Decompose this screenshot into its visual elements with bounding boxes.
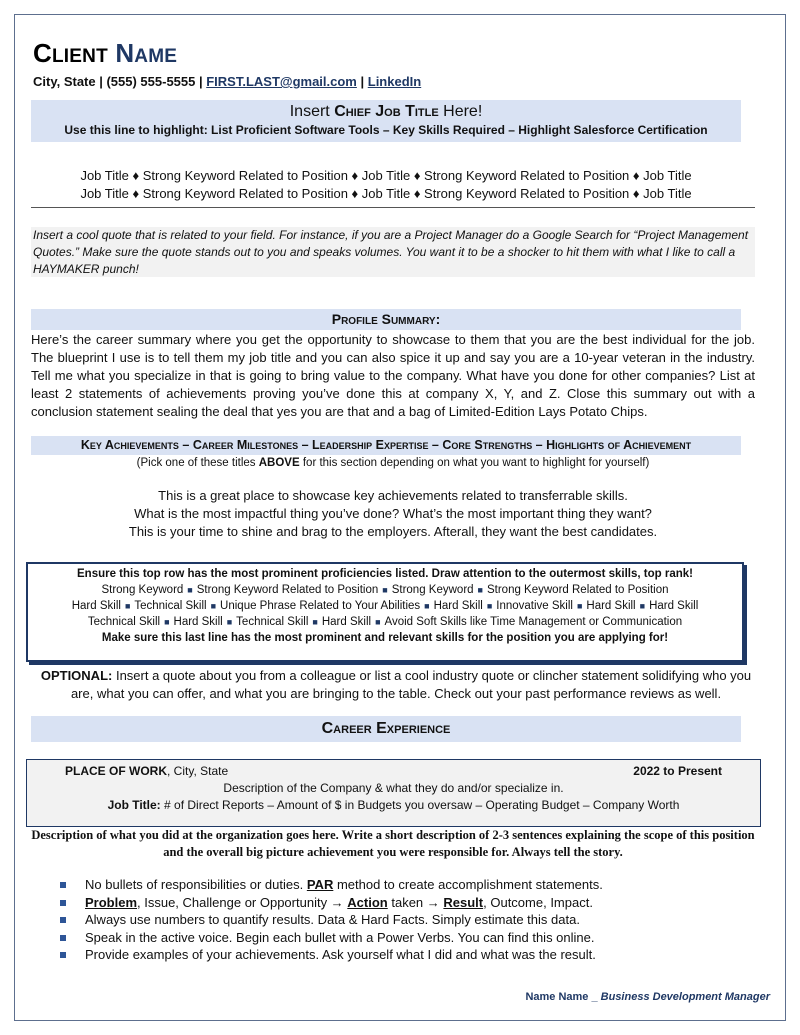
client-name xyxy=(33,38,177,69)
square-bullet-icon: ■ xyxy=(576,601,583,611)
square-bullet-icon: ■ xyxy=(164,617,170,627)
skills-row-3 xyxy=(28,614,742,630)
skill-item: Hard Skill xyxy=(71,600,121,612)
keyword-line-2: Job Title ♦ Strong Keyword Related to Position ♦ Job Title ♦ Strong Keyword Related to Position ♦ Job Title xyxy=(80,186,692,201)
achievements-note: (Pick one of these titles ABOVE for this section depending on what you want to highlight for yourself) xyxy=(136,457,650,469)
list-item: Problem, Issue, Challenge or Opportunity → Action taken → Result, Outcome, Impact. xyxy=(60,894,750,912)
skill-item: Strong Keyword xyxy=(101,584,184,596)
footer-name: Name Name _ xyxy=(525,991,601,1003)
job-title-details: Job Title: # of Direct Reports – Amount of $ in Budgets you oversaw – Operating Budget – Company Worth xyxy=(107,798,680,812)
list-item: Provide examples of your achievements. Ask yourself what I did and what was the result. xyxy=(60,946,750,964)
skill-item: Innovative Skill xyxy=(496,600,573,612)
square-bullet-icon xyxy=(60,882,66,888)
contact-separator: | xyxy=(356,74,368,89)
optional-text: Insert a quote about you from a colleague or list a cool industry quote or clincher statement solidifying who you are, what you can offer, and what you are bringing to the table. Check out your past performance reviews as well. xyxy=(70,668,752,701)
skill-item: Strong Keyword Related to Position xyxy=(196,584,379,596)
skill-item: Hard Skill xyxy=(433,600,483,612)
square-bullet-icon: ■ xyxy=(187,585,193,595)
square-bullet-icon xyxy=(60,900,66,906)
footer-title: Business Development Manager xyxy=(600,991,770,1003)
skill-item: Technical Skill xyxy=(87,616,161,628)
quote-block: Insert a cool quote that is related to your field. For instance, if you are a Project Manager do a Google Search for “Project Management Quotes.” Make sure the quote stands out to you and speaks volumes. You want it to be a shocker to hit them with what I like to call a HAYMAKER punch! xyxy=(31,227,755,277)
skills-bottom-line: Make sure this last line has the most prominent and relevant skills for the position you are applying for! xyxy=(101,632,669,644)
name-first-rest: LIENT xyxy=(51,46,108,67)
achievements-heading: Key Achievements – Career Milestones – Leadership Expertise – Core Strengths – Highlights of Achievement xyxy=(31,436,741,455)
skill-item: Technical Skill xyxy=(134,600,207,612)
list-item: Always use numbers to quantify results. Data & Hard Facts. Simply estimate this data. xyxy=(60,911,750,929)
square-bullet-icon xyxy=(60,917,66,923)
showcase-line: What is the most impactful thing you’ve done? What’s the most important thing they want? xyxy=(134,506,652,521)
role-description: Description of what you did at the organization goes here. Write a short description of 2-3 sentences explaining the scope of this position and the overall big picture achievement you were responsible for. Always tell the story. xyxy=(31,828,755,859)
name-last: NAME xyxy=(115,38,178,68)
email-link[interactable]: FIRST.LAST@gmail.com xyxy=(206,74,357,89)
square-bullet-icon: ■ xyxy=(424,601,430,611)
square-bullet-icon xyxy=(60,935,66,941)
divider xyxy=(31,207,755,208)
company-description: Description of the Company & what they do and/or specialize in. xyxy=(223,781,564,795)
skills-row-1 xyxy=(28,582,742,598)
job-dates: 2022 to Present xyxy=(633,764,722,778)
place-of-work: PLACE OF WORK, City, State xyxy=(65,764,229,778)
title-band xyxy=(31,100,741,142)
showcase-line: This is a great place to showcase key achievements related to transferrable skills. xyxy=(158,488,628,503)
skill-item: Strong Keyword Related to Position xyxy=(486,584,669,596)
profile-heading: Profile Summary: xyxy=(31,309,741,330)
experience-heading: Career Experience xyxy=(31,716,741,742)
linkedin-link[interactable]: LinkedIn xyxy=(367,74,422,89)
square-bullet-icon xyxy=(60,952,66,958)
chief-job-title: Chief Job Title xyxy=(334,103,439,120)
skill-item: Hard Skill xyxy=(173,616,223,628)
square-bullet-icon: ■ xyxy=(477,585,483,595)
achievements-showcase xyxy=(31,487,755,541)
square-bullet-icon: ■ xyxy=(210,601,217,611)
square-bullet-icon: ■ xyxy=(124,601,131,611)
list-item: No bullets of responsibilities or duties. PAR method to create accomplishment statements. xyxy=(60,876,750,894)
skill-item: Strong Keyword xyxy=(391,584,474,596)
square-bullet-icon: ■ xyxy=(226,617,233,627)
location-phone: City, State | (555) 555-5555 | xyxy=(33,74,207,89)
optional-block xyxy=(40,667,752,703)
skill-item: Avoid Soft Skills like Time Management or Communication xyxy=(384,616,683,628)
skills-top-line: Ensure this top row has the most prominent proficiencies listed. Draw attention to the outermost skills, top rank! xyxy=(77,568,693,580)
skill-item: Hard Skill xyxy=(321,616,372,628)
job-row xyxy=(27,763,760,780)
profile-summary: Here’s the career summary where you get the opportunity to showcase to them that you are the best individual for the job. The blueprint I use is to tell them my job title and you can also spice it up and say you are a 10-year veteran in the industry. Tell me what you specialize in that is going to bring value to the company. What have you done for other companies? List at least 2 statements of achievements proving you’ve done this at company X, Y, and Z. Close this summary out with a conclusion statement sealing the deal that yes you are that and a bag of Limited-Edition Lays Potato Chips. xyxy=(31,332,755,419)
keyword-line-1: Job Title ♦ Strong Keyword Related to Position ♦ Job Title ♦ Strong Keyword Related to Position ♦ Job Title xyxy=(80,168,692,183)
skill-item: Hard Skill xyxy=(649,600,699,612)
showcase-line: This is your time to shine and brag to the employers. Afterall, they want the best candidates. xyxy=(128,524,658,539)
skills-row-2 xyxy=(28,598,742,614)
job-box xyxy=(26,759,761,827)
square-bullet-icon: ■ xyxy=(486,601,493,611)
skills-box xyxy=(26,562,744,662)
skill-item: Hard Skill xyxy=(586,600,636,612)
optional-label: OPTIONAL: xyxy=(40,668,113,683)
job-title-line: Insert Chief Job Title Here! xyxy=(289,103,483,120)
skill-item: Unique Phrase Related to Your Abilities xyxy=(220,600,421,612)
contact-line xyxy=(33,74,421,89)
name-first-initial: C xyxy=(33,38,52,68)
list-item: Speak in the active voice. Begin each bullet with a Power Verbs. You can find this online. xyxy=(60,929,750,947)
square-bullet-icon: ■ xyxy=(639,601,646,611)
square-bullet-icon: ■ xyxy=(375,617,381,627)
skill-item: Technical Skill xyxy=(236,616,309,628)
accomplishment-list xyxy=(60,876,750,964)
highlight-line: Use this line to highlight: List Proficient Software Tools – Key Skills Required – Highlight Salesforce Certification xyxy=(64,123,708,137)
square-bullet-icon: ■ xyxy=(312,617,318,627)
footer xyxy=(525,991,770,1003)
square-bullet-icon: ■ xyxy=(382,585,388,595)
